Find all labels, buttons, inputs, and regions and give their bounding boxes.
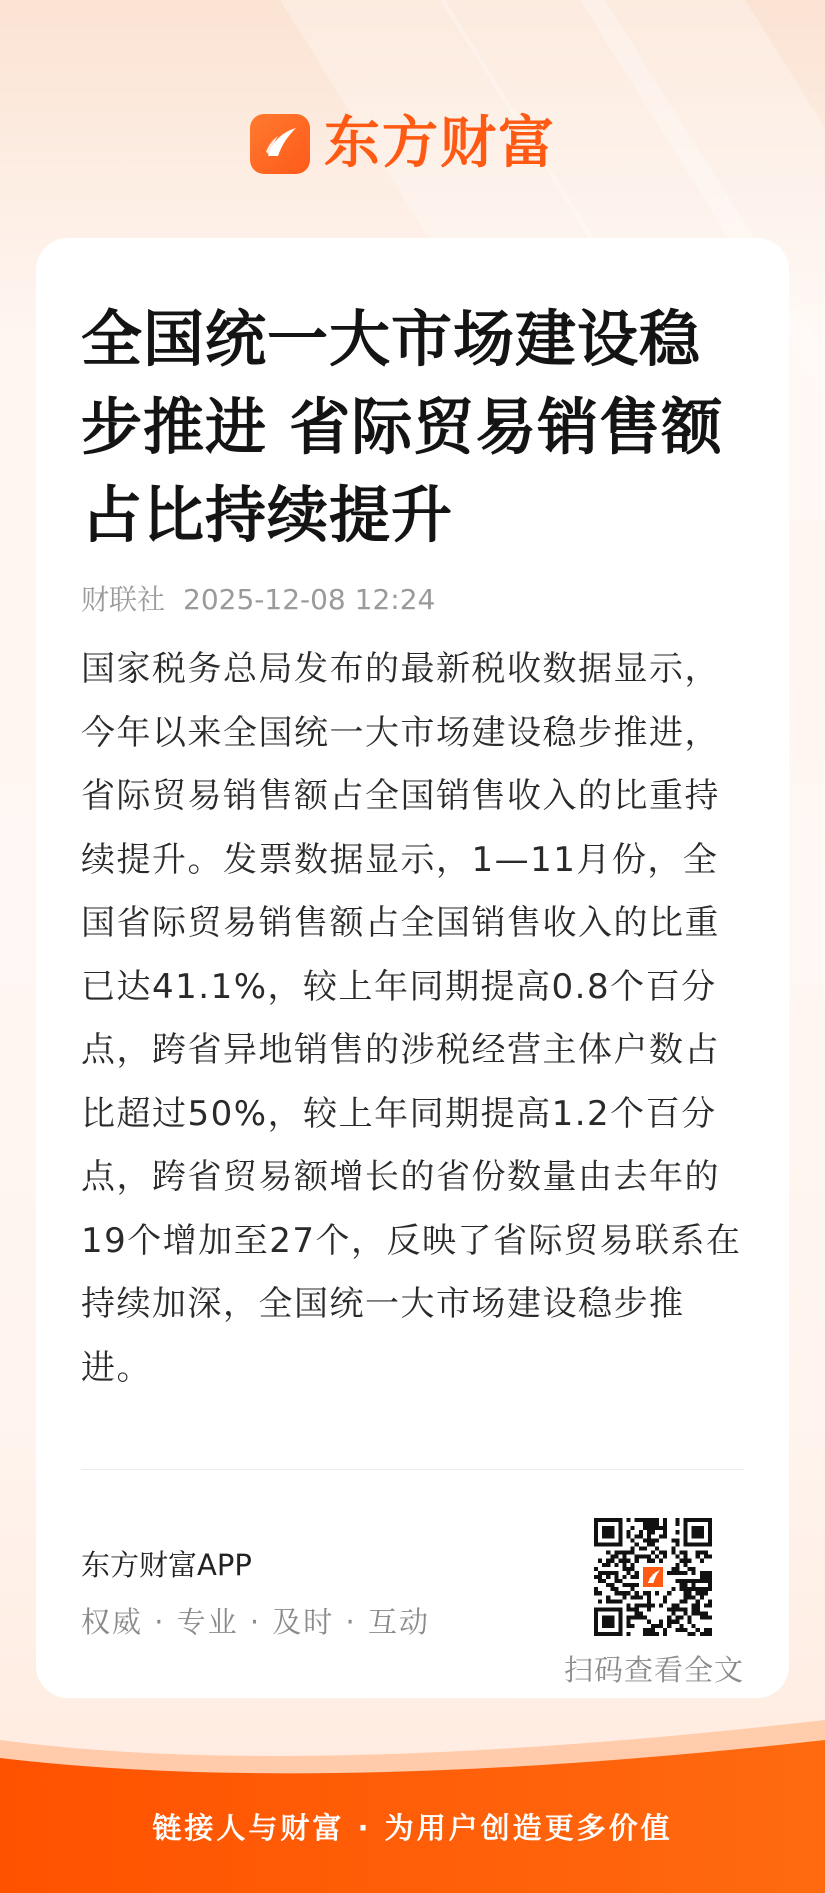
brand-logo-icon: [250, 114, 310, 174]
brand-logo: [250, 112, 556, 176]
article-title: 全国统一大市场建设稳步推进 省际贸易销售额占比持续提升: [81, 304, 724, 551]
app-slogan: 权威 · 专业 · 及时 · 互动: [81, 1605, 430, 1639]
app-name: 东方财富APP: [81, 1548, 252, 1582]
article-card: [36, 238, 789, 1698]
article-meta: [81, 580, 435, 620]
article-body: 国家税务总局发布的最新税收数据显示，今年以来全国统一大市场建设稳步推进，省际贸易销售额占全国销售收入的比重持续提升。发票数据显示，1—11月份，全国省际贸易销售额占全国销售收入的比重已达41.1%，较上年同期提高0.8个百分点，跨省异地销售的涉税经营主体户数占比超过50%，较上年同期提高1.2个百分点，跨省贸易额增长的省份数量由去年的19个增加至27个，反映了省际贸易联系在持续加深，全国统一大市场建设稳步推进。: [81, 649, 742, 1388]
divider: [81, 1469, 744, 1470]
qr-caption: 扫码查看全文: [564, 1653, 745, 1687]
qr-code-icon[interactable]: [594, 1518, 712, 1636]
brand-name: 东方财富: [324, 111, 556, 176]
footer-tagline: 链接人与财富 · 为用户创造更多价值: [152, 1811, 673, 1845]
footer-banner: [0, 1700, 825, 1893]
article-source: 财联社: [81, 583, 166, 616]
article-timestamp: 2025-12-08 12:24: [183, 583, 436, 616]
footer-wave-icon: [0, 1700, 825, 1893]
